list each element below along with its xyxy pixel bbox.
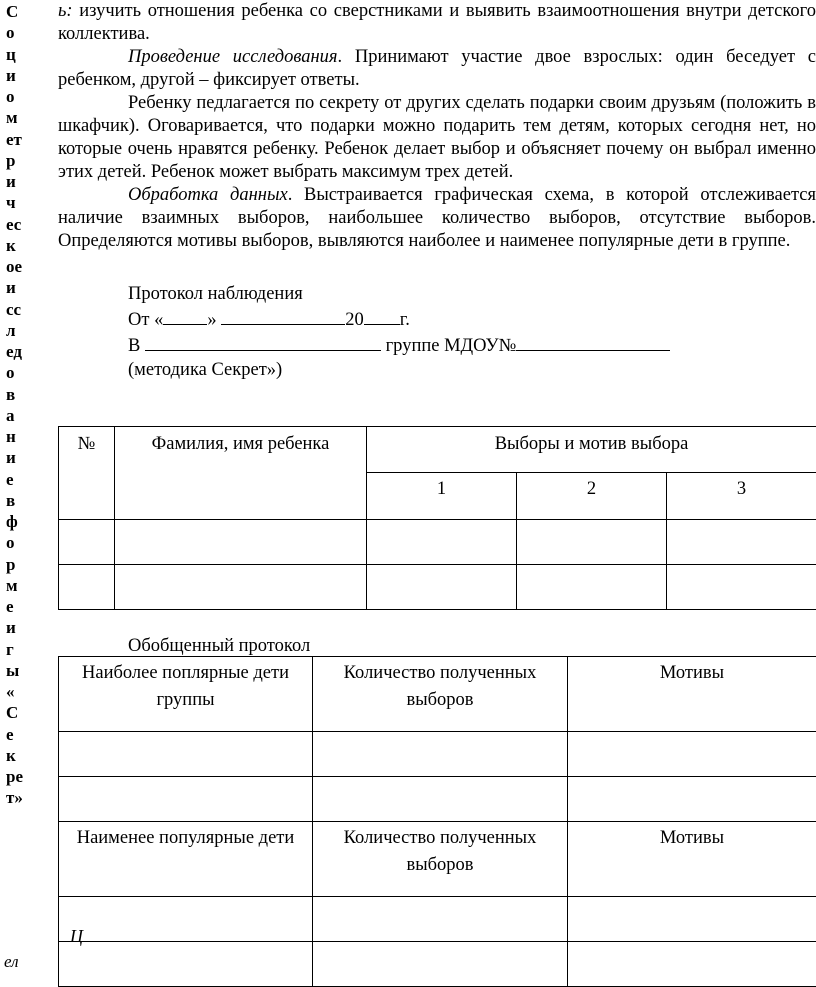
side-letter: о [0,532,46,553]
year-blank [364,306,400,325]
side-letter: л [0,320,46,341]
year-prefix: 20 [345,310,364,330]
side-letter: « [0,681,46,702]
side-letter: ы [0,660,46,681]
year-suffix: г. [400,310,410,330]
side-letter: н [0,426,46,447]
purpose-text: изучить отношения ребенка со сверстниками и выявить взаимоотношения внутри детского коллектива. [58,1,816,44]
summary-title: Обобщенный протокол [58,634,310,658]
protocol-header [58,282,816,382]
protocol-title: Протокол наблюдения [128,282,816,306]
procedure-paragraph: Ребенку педлагается по секрету от других сделать подарки своим друзьям (положить в шкафчик). Оговаривается, что подарки можно подарить тем детям, которых сегодня нет, но которые очень нравятся ребенку. Ребенок делает выбор и объясняет почему он выбрал именно этих детей. Ребенок может выбрать максимум трех детей. [58,92,816,184]
date-mid: » [207,310,216,330]
side-letter: е [0,469,46,490]
purpose-paragraph [58,0,816,46]
side-letter: ц [0,44,46,65]
col-name-header: Фамилия, имя ребенка [115,427,367,520]
side-letter: и [0,65,46,86]
side-letter: и [0,447,46,468]
day-blank [163,306,207,325]
table-row [59,942,816,987]
side-letter: к [0,745,46,766]
side-letter: ф [0,511,46,532]
conduct-title: Проведение исследования [128,47,338,67]
group-blank [516,332,670,351]
processing-text: . Выстраивается графическая схема, в которой отслеживается наличие взаимных выборов, наибольшее количество выборов, отсутствие выборов. Определяются мотивы выборов, вывляются наиболее и наименее популярные дети в группе. [58,185,816,251]
choice-col-2: 2 [517,473,667,520]
side-letter: м [0,107,46,128]
side-letter: р [0,150,46,171]
side-letter: ое [0,256,46,277]
side-letter: ре [0,766,46,787]
observation-table [58,426,816,610]
side-letter: т» [0,787,46,808]
group-label: группе МДОУ№ [386,336,517,356]
side-column [0,0,46,809]
popular-header: Наиболее поплярные дети группы [59,657,313,732]
table-row [59,565,816,610]
side-letter: и [0,277,46,298]
purpose-lead: ь: [58,1,73,21]
side-letter: г [0,639,46,660]
choice-col-3: 3 [667,473,816,520]
side-letter: ед [0,341,46,362]
side-letter: р [0,554,46,575]
side-letter: в [0,490,46,511]
motives-header-1: Мотивы [568,657,816,732]
col-choices-header: Выборы и мотив выбора [367,427,816,473]
col-number-header: № [59,427,115,520]
side-letter: в [0,384,46,405]
processing-paragraph [58,184,816,253]
side-letter: о [0,22,46,43]
count-header-2: Количество полученных выборов [313,822,568,897]
protocol-date-line [128,306,816,332]
document-body [58,0,816,382]
side-letter: м [0,575,46,596]
date-prefix: От « [128,310,163,330]
side-letter: к [0,235,46,256]
table-row [59,520,816,565]
side-letter: о [0,86,46,107]
summary-table [58,656,816,987]
side-letter: С [0,1,46,22]
side-letter: и [0,617,46,638]
conduct-text: . Принимают участие двое взрослых: один беседует с ребенком, другой – фиксирует ответы. [58,47,816,90]
side-letter: и [0,171,46,192]
table-row [59,897,816,942]
count-header-1: Количество полученных выборов [313,657,568,732]
side-letter: е [0,724,46,745]
protocol-group-line [128,332,816,358]
unpopular-header: Наименее популярные дети [59,822,313,897]
protocol-method: (методика Секрет») [128,358,816,382]
side-letter: С [0,702,46,723]
side-letter: о [0,362,46,383]
motives-header-2: Мотивы [568,822,816,897]
side-letter: ч [0,192,46,213]
table-row [59,732,816,777]
month-blank [221,306,345,325]
stray-mark: Ц [70,926,83,947]
side-letter: сс [0,299,46,320]
side-letter: ес [0,214,46,235]
conduct-paragraph [58,46,816,92]
side-letter: ет [0,129,46,150]
choice-col-1: 1 [367,473,517,520]
side-letter: а [0,405,46,426]
in-prefix: В [128,336,140,356]
processing-title: Обработка данных [128,185,288,205]
side-letter: е [0,596,46,617]
table-row [59,777,816,822]
place-blank [145,332,381,351]
side-footer: ел [4,952,19,972]
